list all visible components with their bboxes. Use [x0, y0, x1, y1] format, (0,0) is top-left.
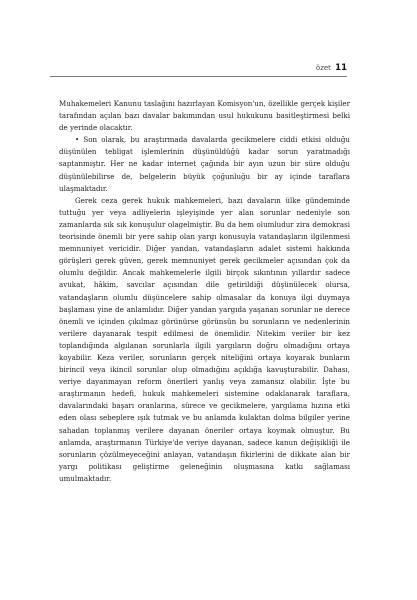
paragraph-2: • Son olarak, bu araştırmada davalarda gecikmelere ciddi etkisi olduğu düşünülen tebligat işlemlerinin düşünüldüğü kadar sorun yaratmadığı saptanmıştır. Her ne kadar internet çağında bir ayın uzun bir süre olduğu düşünülebilirse de, belgelerin büyük çoğunluğu bir ay içinde taraflara ulaşmaktadır. [59, 135, 350, 193]
page-number: 11 [335, 63, 347, 73]
running-header [50, 63, 347, 77]
paragraph-1: Muhakemeleri Kanunu taslağını hazırlayan Komisyon'un, özellikle gerçek kişiler tarafından açılan bazı davalar bakımından usul hukukunu basitleştirmesi belki de yerinde olacaktır. [59, 99, 350, 133]
paragraph-3: Gerek ceza gerek hukuk mahkemeleri, bazı davaların ülke gündeminde tuttuğu yer veya adliyelerin işleyişinde yer alan sorunlar nedeniyle son zamanlarda sık sık konuşulur olagelmiştir. Bu da hem olumludur zira demokrasi teorisinde önemli bir yere sahip olan yargı konusuyla vatandaşların ilgilenmesi memnuniyet vericidir. Diğer yandan, vatandaşların adalet sistemi hakkında görüşleri gerek güven, gerek memnuniyet gerek gecikmeler açısından çok da olumlu değildir. Ancak mahkemelerle ilgili birçok sıkıntının yıllardır sadece avukat, hâkim, savcılar açısından dile getirildiği düşünülecek olursa, vatandaşların olumlu düşüncelere sahip olmasalar da konuya ilgi duymaya başlaması yine de anlamlıdır. Diğer yandan yargıda yaşanan sorunlar ne derece önemli ve içinden çıkılmaz görünürse görünsün bu sorunların ve nedenlerinin verilere dayanarak tespit edilmesi de önemlidir. Nitekim veriler bir kez toplandığında algılanan sorunlarla ilgili yargıların doğru olmadığını ortaya koyabilir. Keza veriler, sorunların gerçek niteliğini ortaya koyarak bunların birincil veya ikincil sorunlar olup olmadığını açıklığa kavuşturabilir. Dahası, veriye dayanmayan reform önerileri yanlış veya zamansız olabilir. İşte bu araştırmanın hedefi, hukuk mahkemeleri sistemine odaklanarak taraflara, davalarındaki başarı oranlarına, sürece ve gecikmelere, yargılama hızına etki eden olası sebeplere ışık tutmak ve bu anlamda kulaktan dolma bilgiler yerine sahadan toplanmış verilere dayanan öneriler ortaya koymak olmuştur. Bu anlamda, araştırmanın Türkiye'de veriye dayanan, sadece kanun değişikliği ile sorunların çözülmeyeceğini anlayan, vatandaşın fikirlerini de dikkate alan bir yargı politikası geliştirme geleneğinin oluşmasına katkı sağlaması umulmaktadır. [59, 195, 350, 483]
header-text [312, 63, 347, 73]
header-label: özet [315, 64, 331, 72]
body-text [59, 98, 350, 485]
